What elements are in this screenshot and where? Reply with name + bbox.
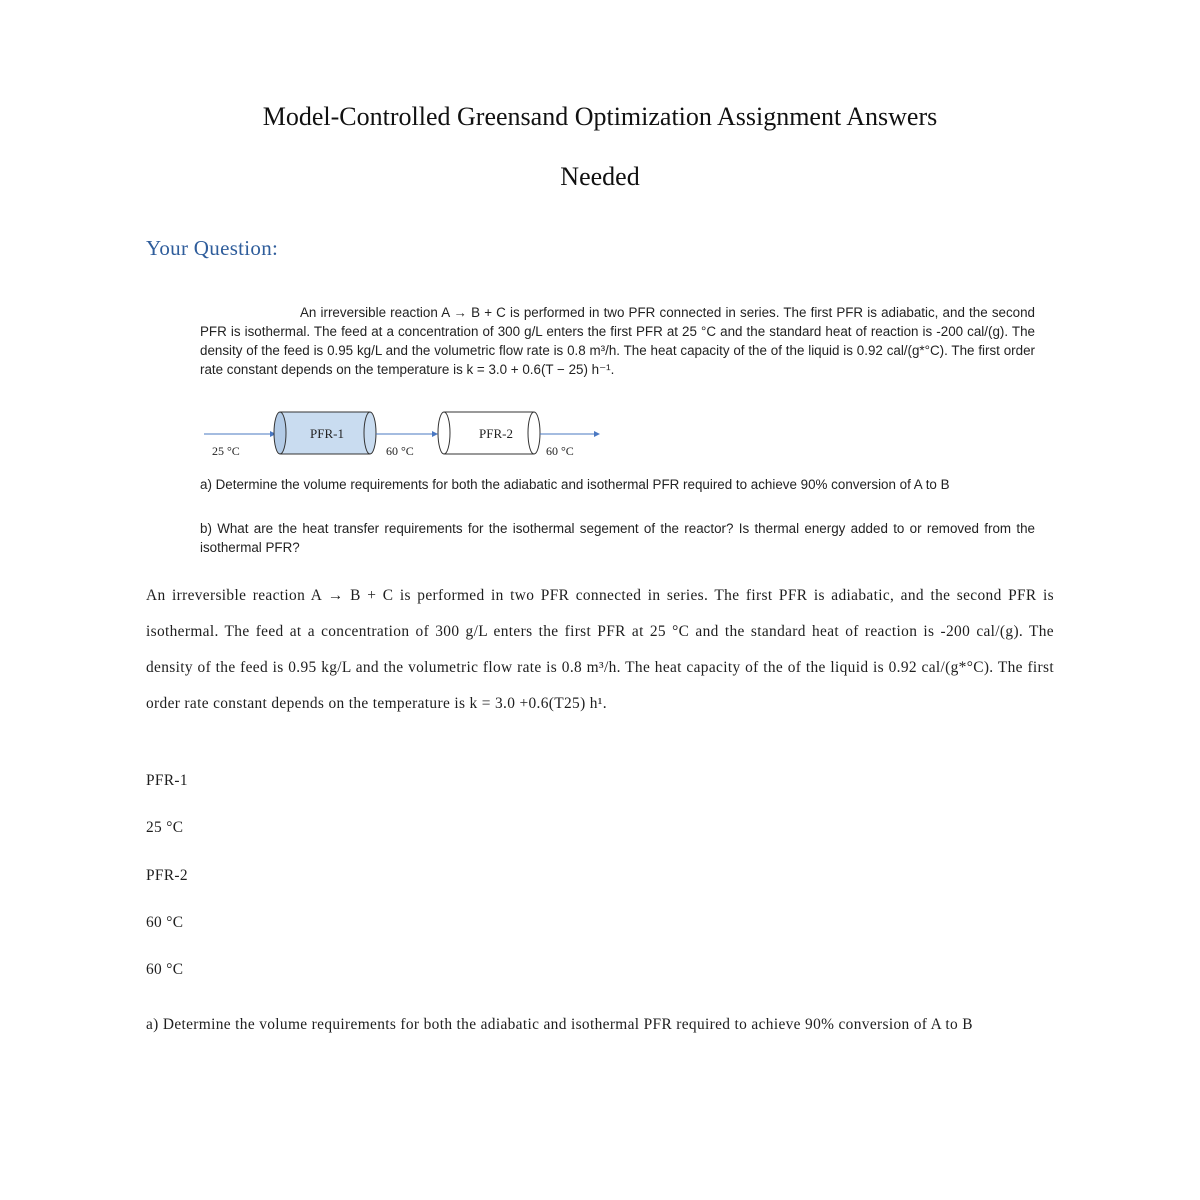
inlet-temp-label: 25 °C (212, 444, 240, 458)
label-temp-outlet: 60 °C (146, 961, 184, 978)
outlet-arrowhead (594, 431, 600, 437)
embedded-problem-statement: An irreversible reaction A → B + C is performed in two PFR connected in series. The first PFR is adiabatic, and the second PFR is isothermal. The feed at a concentration of 300 g/L enters the first PFR at 25 °C and the standard heat of reaction is -200 cal/(g). The density of the feed is 0.95 kg/L and the volumetric flow rate is 0.8 m³/h. The heat capacity of the of the liquid is 0.92 cal/(g*°C). The first order rate constant depends on the temperature is k = 3.0 + 0.6(T − 25) h⁻¹. (200, 305, 1035, 377)
outlet-temp-label: 60 °C (546, 444, 574, 458)
mid-arrowhead (432, 431, 438, 437)
embedded-problem-image (200, 300, 1035, 560)
reactor-diagram (200, 402, 620, 466)
mid-temp-label: 60 °C (386, 444, 414, 458)
label-temp-mid: 60 °C (146, 914, 184, 931)
embedded-question-a: a) Determine the volume requirements for both the adiabatic and isothermal PFR required to achieve 90% conversion of A to B (200, 477, 950, 492)
question-a-paragraph: a) Determine the volume requirements for both the adiabatic and isothermal PFR required to achieve 90% conversion of A to B (146, 1016, 973, 1033)
document-title-line1: Model-Controlled Greensand Optimization Assignment Answers (262, 102, 938, 131)
question-heading: Your Question: (146, 236, 279, 260)
label-pfr1: PFR-1 (146, 772, 188, 789)
pfr2-label: PFR-2 (479, 426, 513, 441)
embedded-question-b: b) What are the heat transfer requirements for the isothermal segement of the reactor? Is thermal energy added to or removed from the isothermal PFR? (200, 521, 1035, 555)
label-pfr2: PFR-2 (146, 867, 188, 884)
document-title-line2: Needed (560, 162, 640, 191)
problem-paragraph: An irreversible reaction A → B + C is performed in two PFR connected in series. The first PFR is adiabatic, and the second PFR is isothermal. The feed at a concentration of 300 g/L enters the first PFR at 25 °C and the standard heat of reaction is -200 cal/(g). The density of the feed is 0.95 kg/L and the volumetric flow rate is 0.8 m³/h. The heat capacity of the of the liquid is 0.92 cal/(g*°C). The first order rate constant depends on the temperature is k = 3.0 +0.6(T25) h¹. (146, 587, 1054, 712)
pfr2-reactor (438, 412, 540, 454)
pfr1-label: PFR-1 (310, 426, 344, 441)
pfr1-reactor (274, 412, 376, 454)
label-temp-inlet: 25 °C (146, 819, 184, 836)
